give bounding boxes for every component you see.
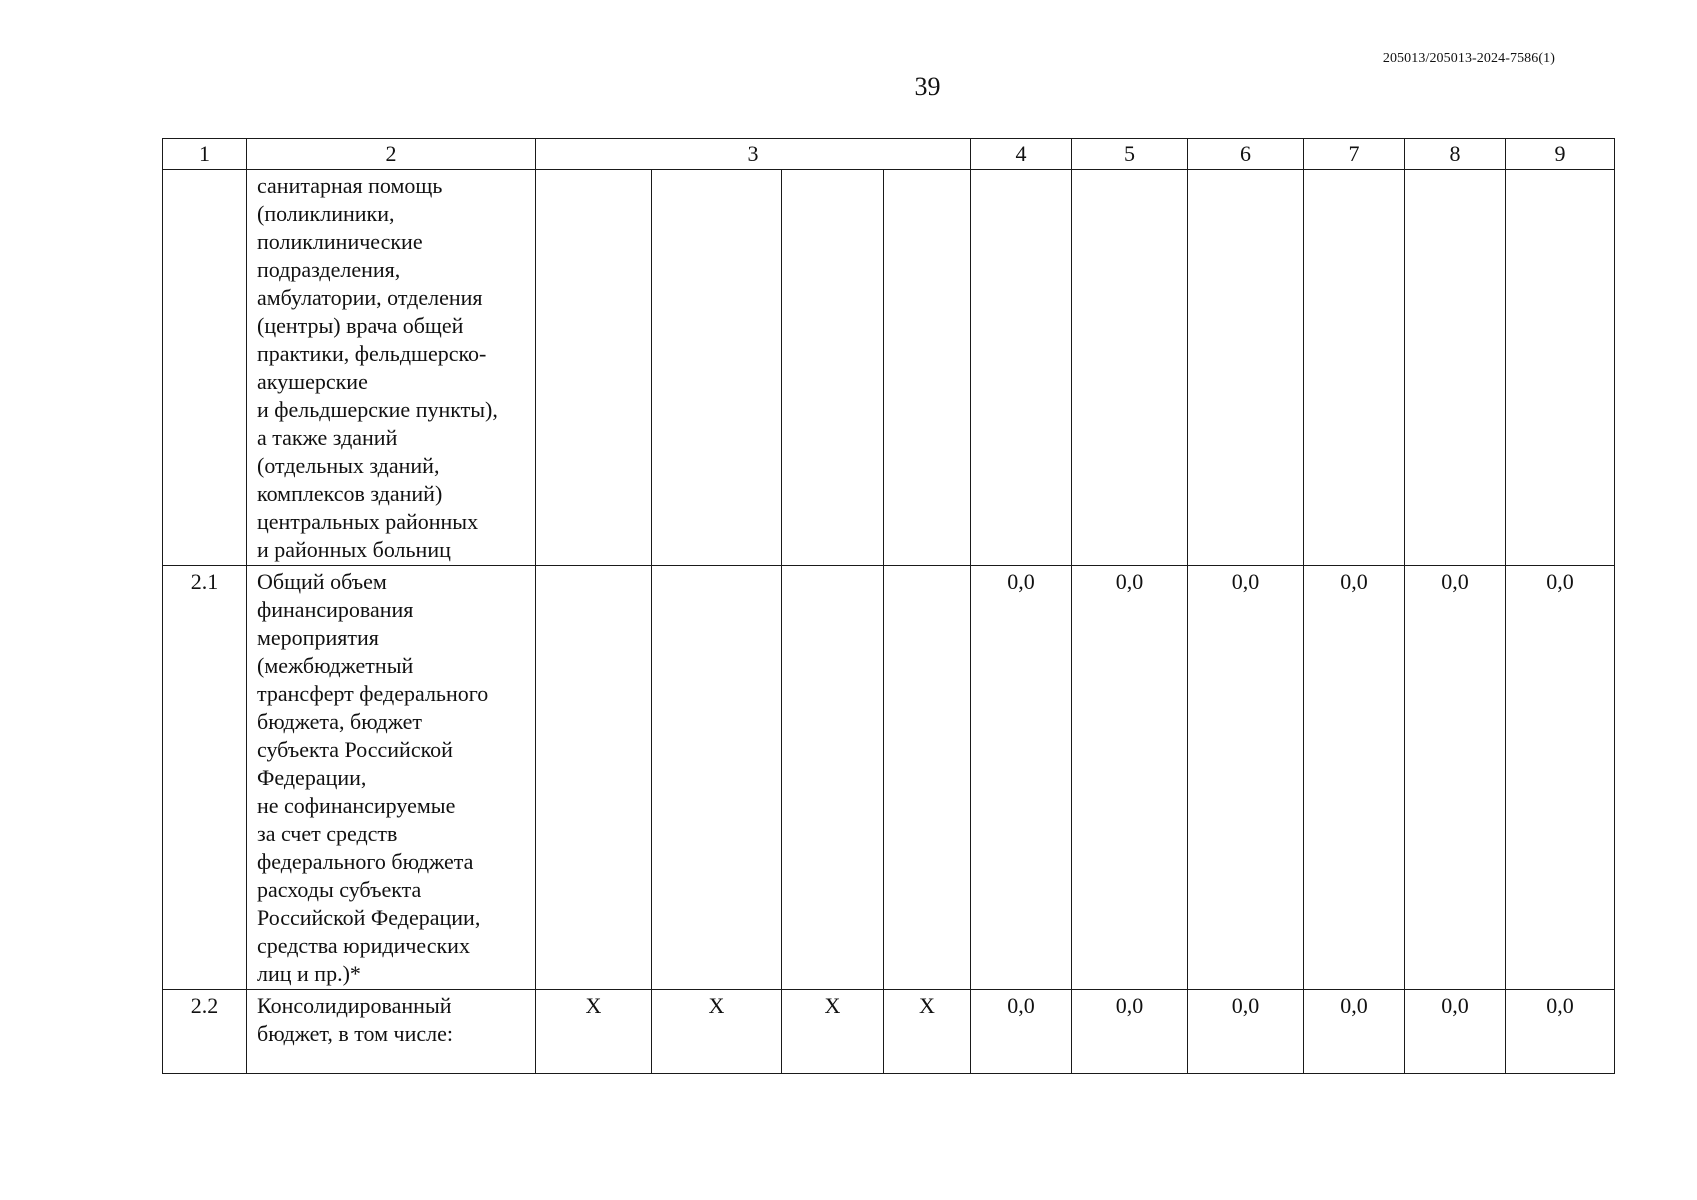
document-id: 205013/205013-2024-7586(1) xyxy=(1382,51,1555,66)
mark-cell xyxy=(652,566,782,990)
budget-table xyxy=(162,138,1615,1074)
value-cell: 0,0 xyxy=(971,990,1072,1074)
value-cell xyxy=(971,170,1072,566)
mark-cell xyxy=(884,170,971,566)
table-row xyxy=(163,566,1615,990)
value-cell: 0,0 xyxy=(971,566,1072,990)
value-cell: 0,0 xyxy=(1405,990,1506,1074)
mark-cell: X xyxy=(536,990,652,1074)
row-description: Консолидированный бюджет, в том числе: xyxy=(247,990,536,1074)
column-header: 1 xyxy=(163,139,247,170)
column-header: 8 xyxy=(1405,139,1506,170)
mark-cell xyxy=(652,170,782,566)
page-number: 39 xyxy=(914,72,941,101)
value-cell xyxy=(1304,170,1405,566)
mark-cell: X xyxy=(782,990,884,1074)
column-header: 4 xyxy=(971,139,1072,170)
column-header: 7 xyxy=(1304,139,1405,170)
value-cell: 0,0 xyxy=(1304,566,1405,990)
mark-cell: X xyxy=(884,990,971,1074)
column-header: 6 xyxy=(1188,139,1304,170)
column-number-row xyxy=(163,139,1615,170)
value-cell: 0,0 xyxy=(1072,566,1188,990)
mark-cell xyxy=(782,170,884,566)
mark-cell xyxy=(884,566,971,990)
value-cell xyxy=(1188,170,1304,566)
value-cell: 0,0 xyxy=(1188,990,1304,1074)
row-number: 2.2 xyxy=(163,990,247,1074)
row-description: Общий объем финансирования мероприятия (межбюджетный трансферт федерального бюджета, бюджет субъекта Российской Федерации, не софинансируемые за счет средств федерального бюджета расходы субъекта Российской Федерации, средства юридических лиц и пр.)* xyxy=(247,566,536,990)
row-number: 2.1 xyxy=(163,566,247,990)
column-header: 5 xyxy=(1072,139,1188,170)
value-cell: 0,0 xyxy=(1072,990,1188,1074)
row-description: санитарная помощь (поликлиники, поликлинические подразделения, амбулатории, отделения (центры) врача общей практики, фельдшерско- акушерские и фельдшерские пункты), а также зданий (отдельных зданий, комплексов зданий) центральных районных и районных больниц xyxy=(247,170,536,566)
mark-cell: X xyxy=(652,990,782,1074)
mark-cell xyxy=(536,170,652,566)
column-header: 9 xyxy=(1506,139,1615,170)
value-cell: 0,0 xyxy=(1304,990,1405,1074)
table-row xyxy=(163,990,1615,1074)
mark-cell xyxy=(536,566,652,990)
value-cell xyxy=(1405,170,1506,566)
mark-cell xyxy=(782,566,884,990)
value-cell xyxy=(1506,170,1615,566)
column-header: 2 xyxy=(247,139,536,170)
table-row xyxy=(163,170,1615,566)
row-number xyxy=(163,170,247,566)
value-cell: 0,0 xyxy=(1405,566,1506,990)
value-cell: 0,0 xyxy=(1506,990,1615,1074)
column-header: 3 xyxy=(536,139,971,170)
value-cell: 0,0 xyxy=(1506,566,1615,990)
value-cell: 0,0 xyxy=(1188,566,1304,990)
value-cell xyxy=(1072,170,1188,566)
